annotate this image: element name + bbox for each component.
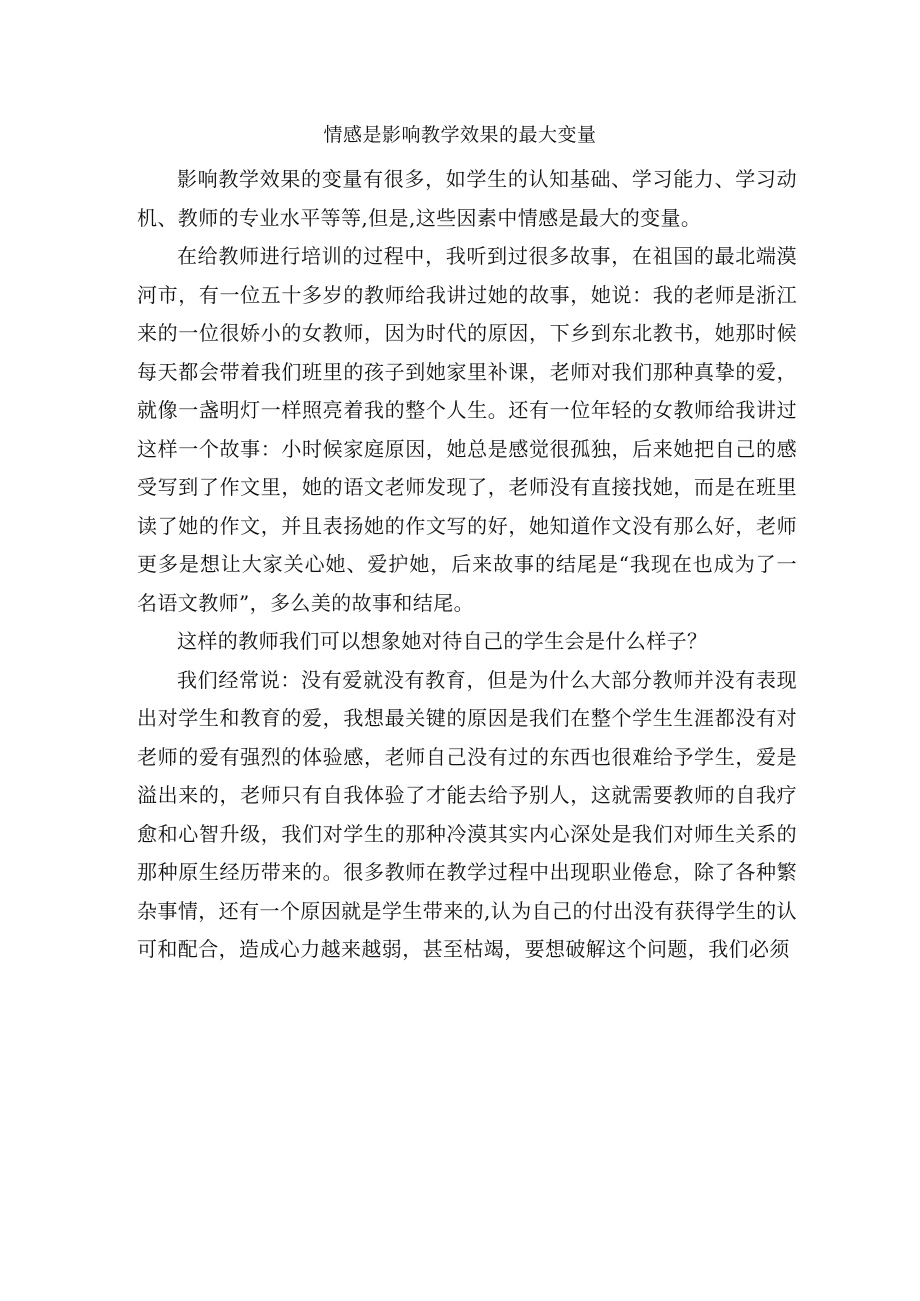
document-title: 情感是影响教学效果的最大变量 xyxy=(323,124,597,146)
paragraph-4: 我们经常说：没有爱就没有教育，但是为什么大部分教师并没有表现出对学生和教育的爱，我想最关键的原因是我们在整个学生生涯都没有对老师的爱有强烈的体验感，老师自己没有过的东西也很难给予学生，爱是溢出来的，老师只有自我体验了才能去给予别人，这就需要教师的自我疗愈和心智升级，我们对学生的那种冷漠其实内心深处是我们对师生关系的那种原生经历带来的。很多教师在教学过程中出现职业倦怠，除了各种繁杂事情，还有一个原因就是学生带来的,认为自己的付出没有获得学生的认可和配合，造成心力越来越弱，甚至枯竭，要想破解这个问题，我们必须 xyxy=(137,667,797,961)
paragraph-1: 影响教学效果的变量有很多，如学生的认知基础、学习能力、学习动机、教师的专业水平等等,但是,这些因素中情感是最大的变量。 xyxy=(137,167,797,230)
paragraph-3: 这样的教师我们可以想象她对待自己的学生会是什么样子？ xyxy=(177,629,708,653)
paragraph-2: 在给教师进行培训的过程中，我听到过很多故事，在祖国的最北端漠河市，有一位五十多岁的教师给我讲过她的故事，她说：我的老师是浙江来的一位很娇小的女教师，因为时代的原因，下乡到东北教书，她那时候每天都会带着我们班里的孩子到她家里补课，老师对我们那种真挚的爱，就像一盏明灯一样照亮着我的整个人生。还有一位年轻的女教师给我讲过这样一个故事：小时候家庭原因，她总是感觉很孤独，后来她把自己的感受写到了作文里，她的语文老师发现了，老师没有直接找她，而是在班里读了她的作文，并且表扬她的作文写的好，她知道作文没有那么好，老师更多是想让大家关心她、爱护她，后来故事的结尾是“我现在也成为了一名语文教师”，多么美的故事和结尾。 xyxy=(137,244,797,615)
document-body xyxy=(137,160,797,969)
